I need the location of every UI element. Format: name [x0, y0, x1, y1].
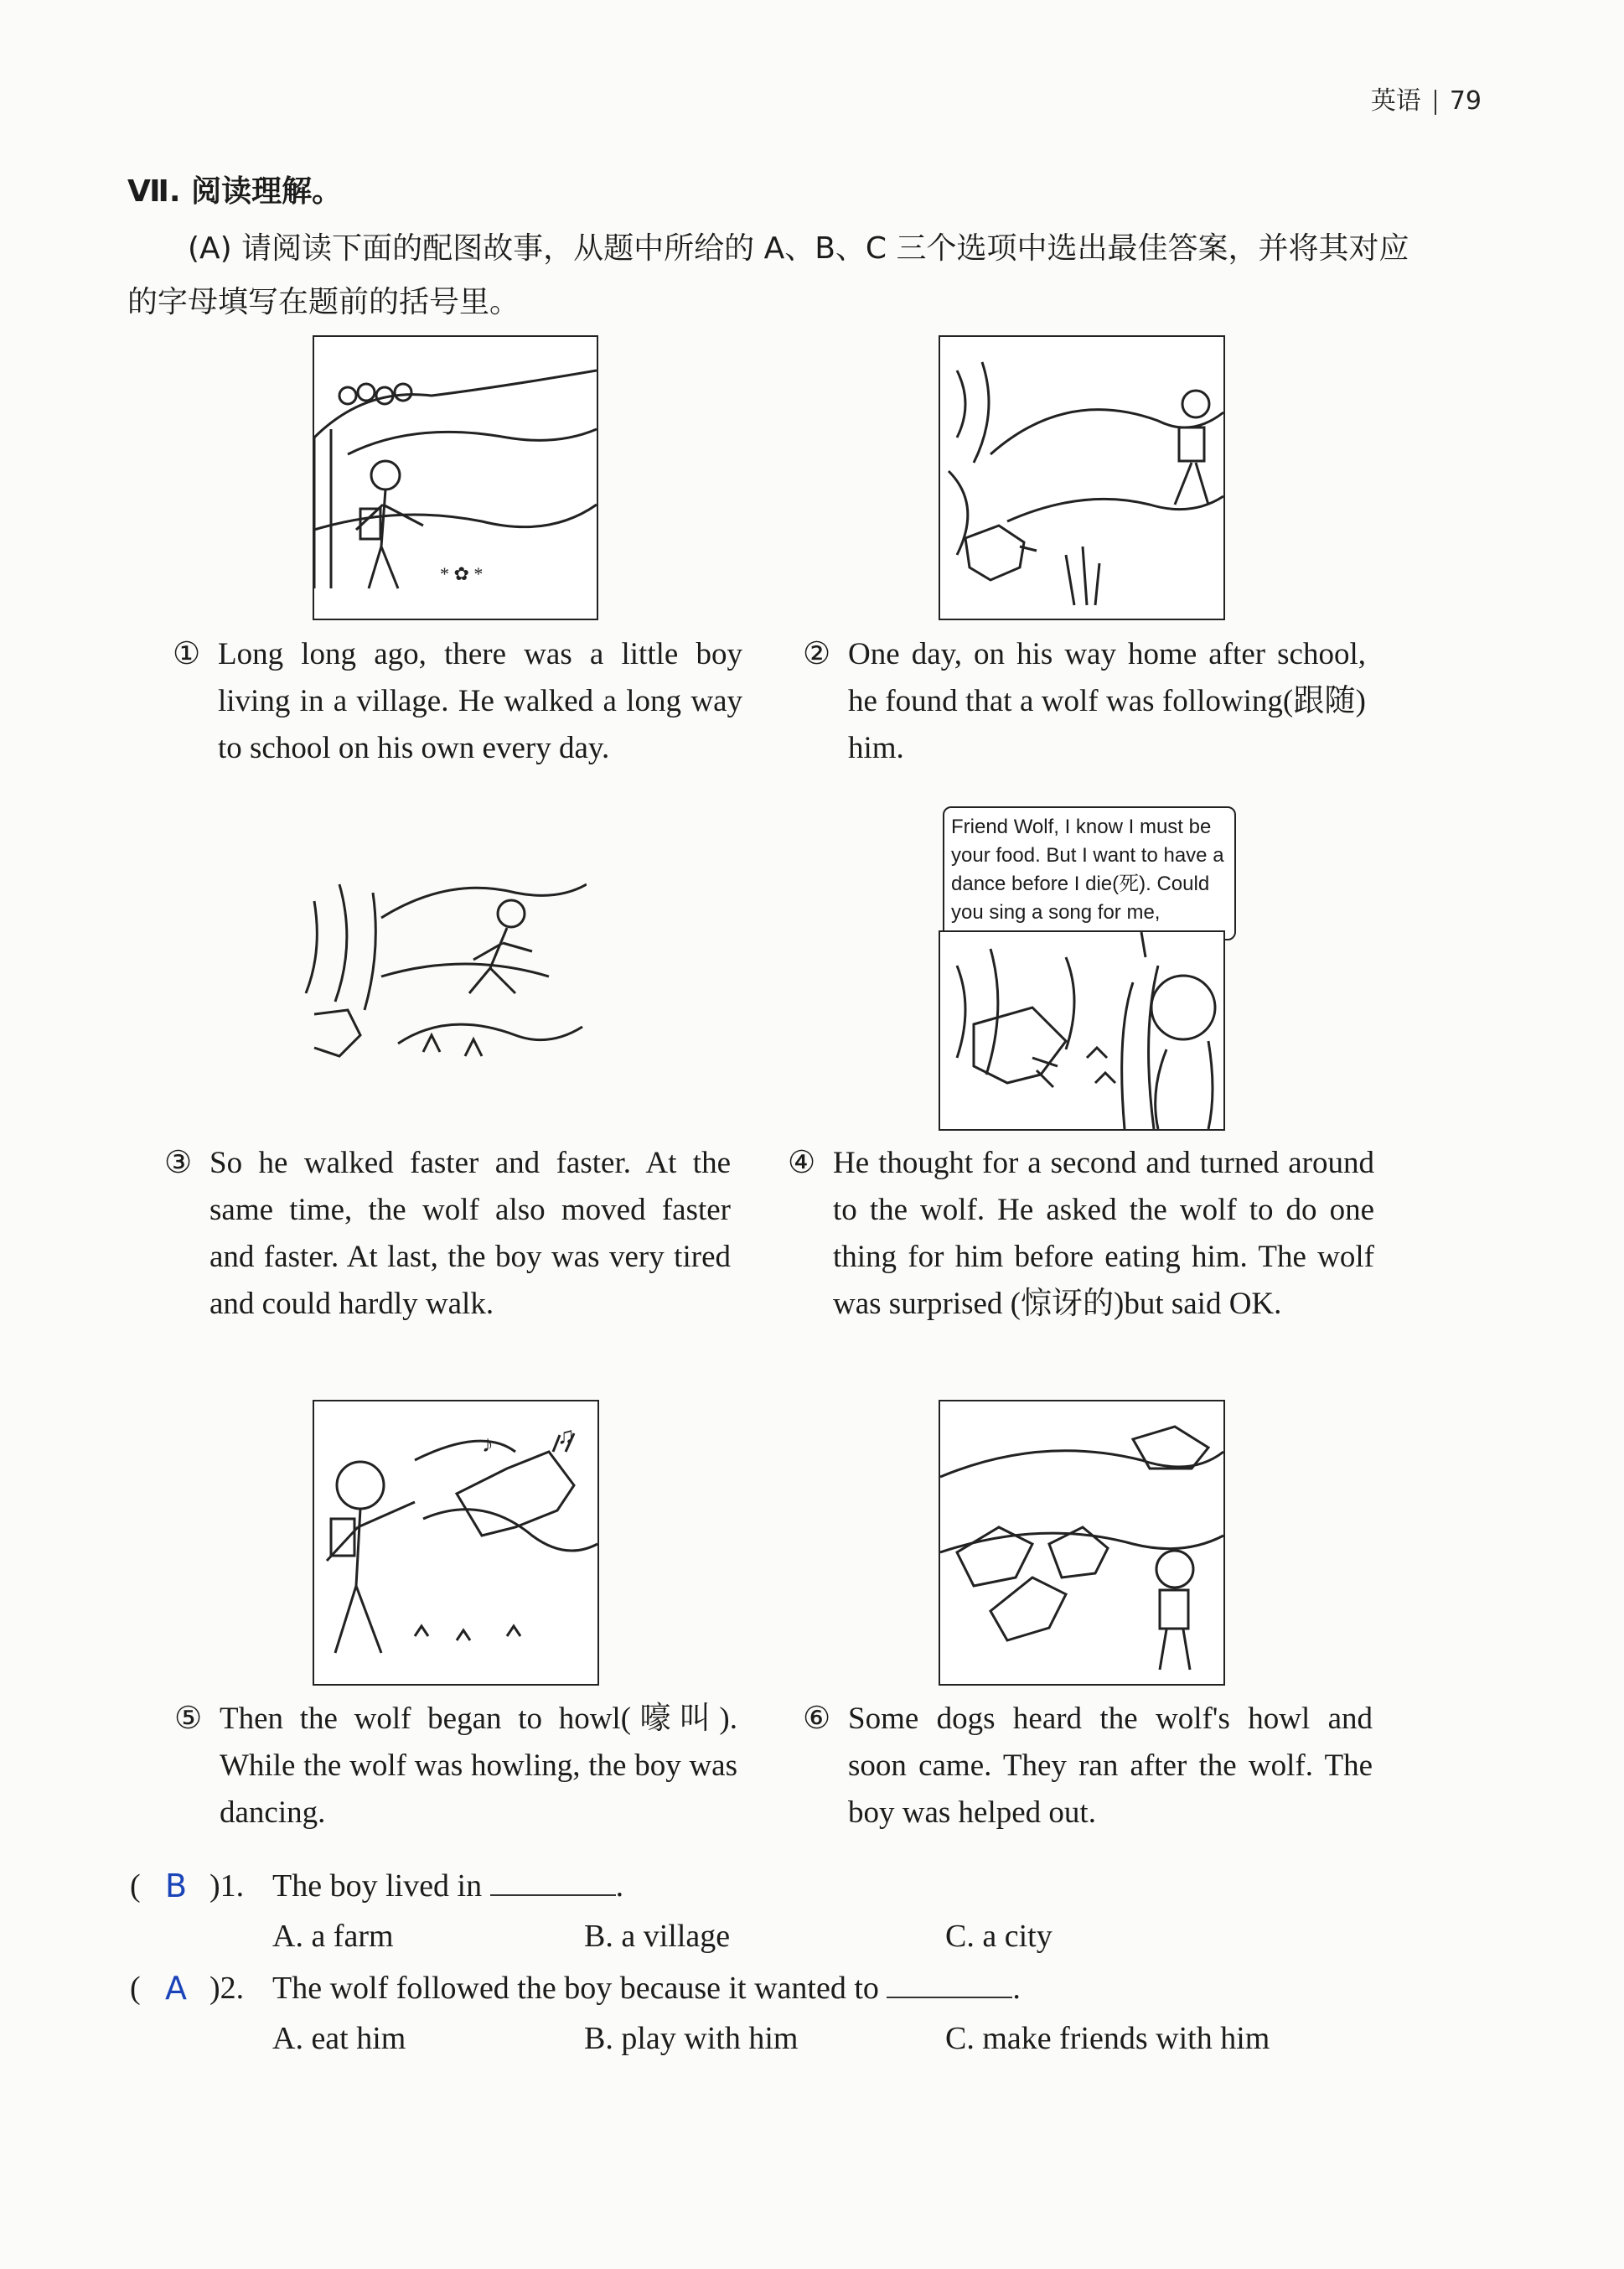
wolf-following-illustration [939, 335, 1225, 620]
panel-6-number: ⑥ [803, 1702, 831, 1736]
question-2-number: )2. [209, 1971, 245, 2006]
question-1-stem: The boy lived in [272, 1868, 483, 1904]
panel-4-text: He thought for a second and turned around to the wolf. He asked the wolf to do one thing for him before eating him. The wolf was surprised (惊讶的)but said OK. [833, 1146, 1374, 1321]
page-number: 79 [1449, 86, 1482, 116]
question-2-option-c[interactable]: C. make friends with him [945, 2021, 1270, 2056]
svg-text:♪: ♪ [482, 1432, 494, 1458]
panel-3-caption [164, 1140, 731, 1328]
panel-3-number: ③ [164, 1146, 193, 1180]
dogs-chasing-wolf-illustration [939, 1400, 1225, 1686]
speech-bubble: Friend Wolf, I know I must be your food. But I want to have a dance before I die(死). Could you sing a song for me, [943, 806, 1236, 940]
answer-2[interactable]: A [165, 1970, 187, 2007]
wolf-howling-illustration [313, 1400, 599, 1686]
answer-1[interactable]: B [165, 1868, 188, 1904]
question-2-stem: The wolf followed the boy because it wanted to [272, 1971, 879, 2006]
page-header [1371, 80, 1482, 117]
question-2: ( A )2. The wolf followed the boy because it wanted to . [130, 1970, 1021, 2007]
question-1-number: )1. [209, 1868, 245, 1904]
panel-1-caption [173, 631, 742, 772]
panel-2-number: ② [803, 637, 831, 671]
panel-5-caption [174, 1696, 737, 1836]
panel-6-caption [803, 1696, 1373, 1836]
question-1-blank[interactable] [490, 1869, 616, 1896]
boy-facing-wolf-illustration [939, 930, 1225, 1131]
section-title: Ⅶ. 阅读理解。 [127, 174, 343, 209]
panel-1-text: Long long ago, there was a little boy living in a village. He walked a long way to school on his own every day. [218, 637, 742, 765]
panel-5-number: ⑤ [174, 1702, 203, 1736]
header-divider [1435, 90, 1436, 115]
boy-running-illustration [297, 868, 587, 1077]
panel-2-text: One day, on his way home after school, he found that a wolf was following(跟随) him. [848, 637, 1366, 765]
panel-4-caption [788, 1140, 1374, 1328]
section-instructions: (A) 请阅读下面的配图故事，从题中所给的 A、B、C 三个选项中选出最佳答案，并将其对应的字母填写在题前的括号里。 [127, 231, 1409, 319]
boy-walking-illustration [313, 335, 598, 620]
svg-text:♫: ♫ [557, 1423, 575, 1449]
question-2-option-b[interactable]: B. play with him [584, 2021, 799, 2056]
question-1-option-c[interactable]: C. a city [945, 1919, 1052, 1954]
panel-3-text: So he walked faster and faster. At the same time, the wolf also moved faster and faster. At last, the boy was very tired and could hardly walk. [209, 1146, 731, 1321]
panel-4-number: ④ [788, 1146, 816, 1180]
panel-6-text: Some dogs heard the wolf's howl and soon came. They ran after the wolf. The boy was helped out. [848, 1702, 1373, 1830]
question-1-option-b[interactable]: B. a village [584, 1919, 731, 1954]
svg-text:* ✿ *: * ✿ * [440, 563, 484, 584]
panel-2-caption [803, 631, 1366, 772]
question-2-option-a[interactable]: A. eat him [272, 2021, 406, 2056]
panel-1-number: ① [173, 637, 201, 671]
subject-label: 英语 [1370, 86, 1421, 116]
question-2-end: . [1012, 1971, 1021, 2006]
question-2-blank[interactable] [887, 1971, 1012, 1998]
question-1-option-a[interactable]: A. a farm [272, 1919, 394, 1954]
question-1-end: . [615, 1868, 624, 1904]
question-1: ( B )1. The boy lived in . [130, 1868, 624, 1904]
panel-5-text: Then the wolf began to howl(嚎叫). While the wolf was howling, the boy was dancing. [220, 1702, 737, 1830]
